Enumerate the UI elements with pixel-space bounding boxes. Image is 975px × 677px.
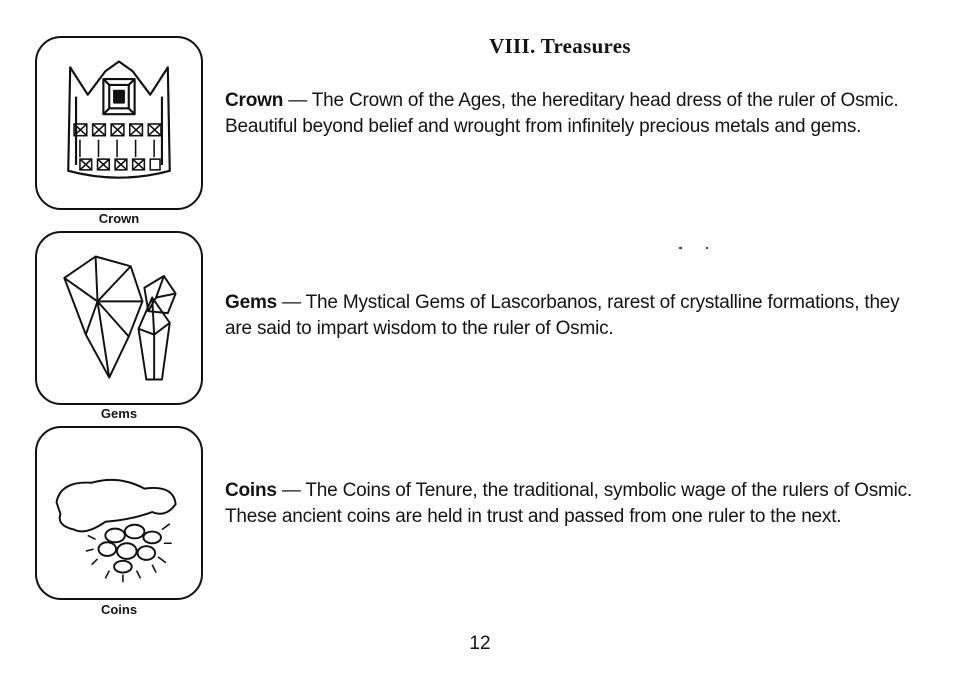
- crown-entry: [225, 88, 915, 140]
- gems-icon-frame: [35, 231, 203, 405]
- crown-term: Crown: [225, 90, 284, 111]
- gems-icon: [37, 233, 201, 403]
- coins-caption: Coins: [100, 602, 138, 617]
- gems-dash: —: [277, 292, 306, 313]
- gems-description: The Mystical Gems of Lascorbanos, rarest of crystalline formations, they are said to impart wisdom to the ruler of Osmic.: [225, 292, 900, 339]
- crown-description: The Crown of the Ages, the hereditary head dress of the ruler of Osmic. Beautiful beyond belief and wrought from infinitely precious metals and gems.: [225, 90, 899, 137]
- gems-entry: [225, 290, 915, 342]
- coins-entry: [225, 478, 915, 530]
- coins-icon-frame: [35, 426, 203, 600]
- coins-icon: [37, 428, 201, 598]
- scan-speck: [679, 247, 682, 249]
- gems-caption: Gems: [100, 406, 138, 421]
- coins-term: Coins: [225, 480, 277, 501]
- crown-dash: —: [283, 90, 312, 111]
- crown-caption: Crown: [98, 211, 140, 226]
- coins-dash: —: [276, 480, 306, 501]
- scan-speck: [706, 247, 708, 249]
- page-number: 12: [469, 633, 491, 654]
- gems-term: Gems: [225, 292, 278, 313]
- coins-description: The Coins of Tenure, the traditional, symbolic wage of the rulers of Osmic. These ancient coins are held in trust and passed from one ruler to the next.: [225, 480, 913, 527]
- crown-icon-frame: [35, 36, 203, 210]
- page-title: VIII. Treasures: [489, 34, 631, 58]
- crown-icon: [37, 38, 201, 208]
